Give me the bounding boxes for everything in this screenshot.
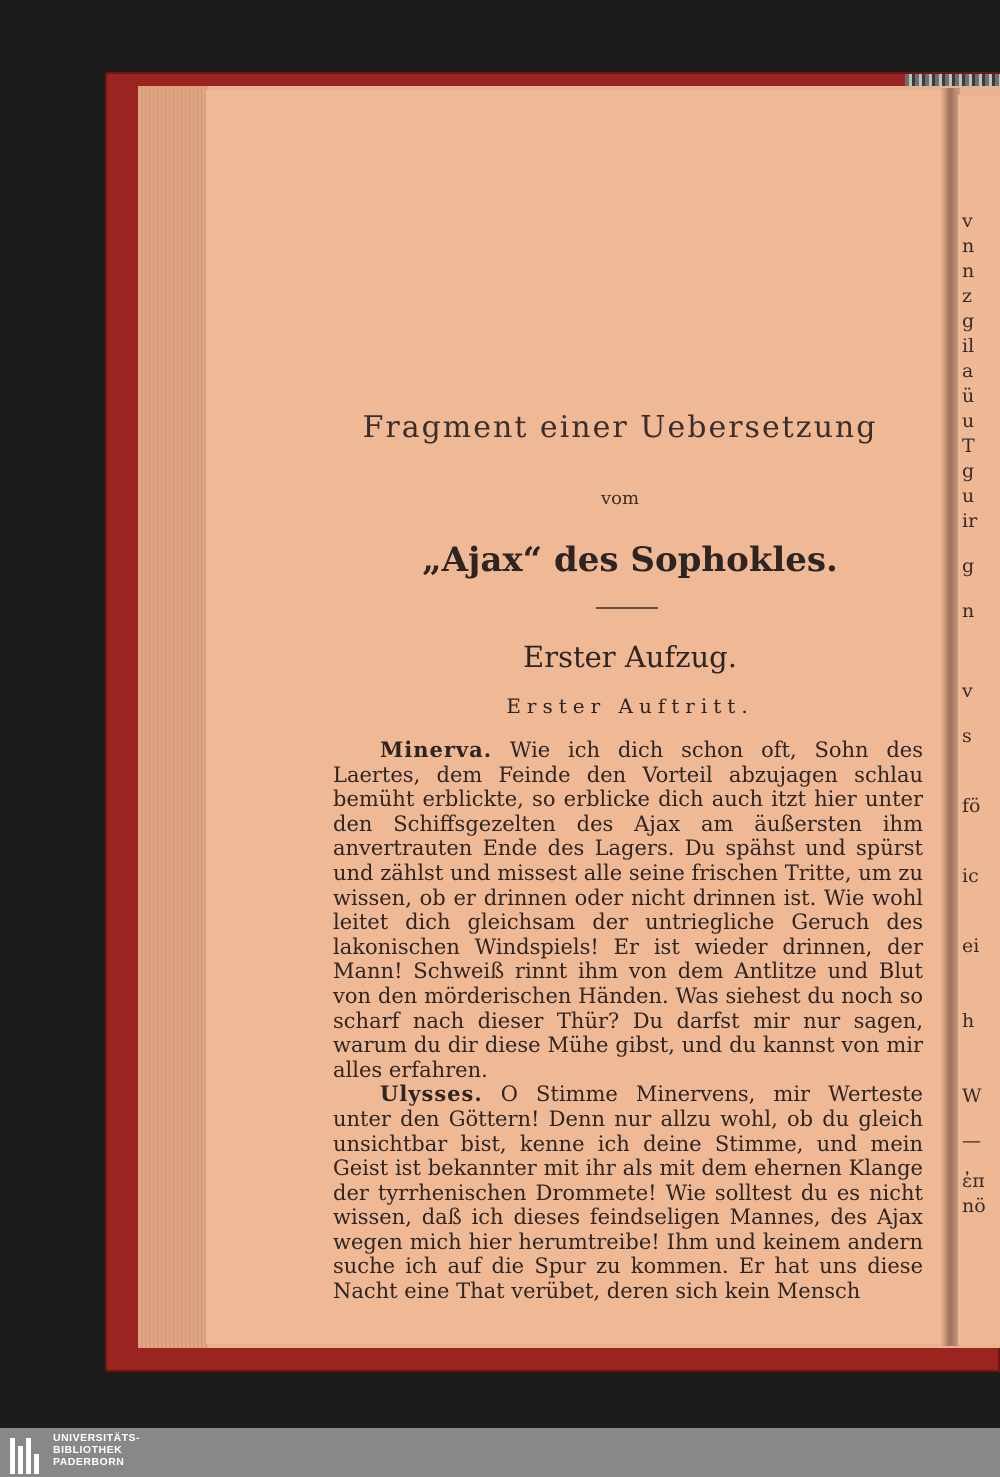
page-fore-edge [138, 86, 208, 1348]
library-name-line: PADERBORN [53, 1456, 125, 1468]
facing-page-fragment: v [962, 210, 973, 232]
paragraph-text: Wie ich dich schon oft, Sohn des Laertes, dem Feinde den Vorteil abzujagen schlau bemüht erblickte, so erblicke dich auch itzt hier unter den Schiffsgezelten des Ajax am äußersten ihm anvertrauten Ende des Lagers. Du spähst und spürst und zählst und missest alle seine frischen Tritte, um zu wissen, ob er drinnen oder nicht drinnen ist. Wie wohl leitet dich gleichsam der untriegliche Geruch des lakonischen Windspiels! Er ist wieder drinnen, der Mann! Schweiß rinnt ihm von dem Antlitze und Blut von den mörderischen Händen. Was siehest du noch so scharf nach dieser Thür? Du darfst mir nur sagen, warum du dir diese Mühe gibst, und du kannst von mir alles erfahren. [333, 738, 923, 1082]
facing-page-fragment: a [962, 360, 974, 382]
facing-page-fragment: g [962, 460, 975, 482]
page-title: Fragment einer Uebersetzung [362, 410, 878, 445]
facing-page-fragment: u [962, 410, 975, 432]
facing-page-fragment: il [962, 335, 975, 357]
speaker-name: Ulysses. [380, 1081, 483, 1107]
facing-page-fragment: g [962, 555, 975, 577]
facing-page [958, 95, 1000, 1345]
facing-page-fragment: n [962, 235, 975, 257]
facing-page-fragment: h [962, 1010, 975, 1032]
library-footer [0, 1428, 1000, 1477]
library-logo-icon [8, 1434, 48, 1474]
facing-page-fragment: g [962, 310, 975, 332]
facing-page-fragment: v [962, 680, 973, 702]
facing-page-fragment: ei [962, 935, 980, 957]
facing-page-fragment: n [962, 600, 975, 622]
facing-page-fragment: s [962, 725, 972, 747]
facing-page-fragment: ir [962, 510, 978, 532]
facing-page-fragment: W [962, 1085, 982, 1107]
facing-page-fragment: ic [962, 865, 979, 887]
facing-page-fragment: T [962, 435, 975, 457]
act-heading: Erster Aufzug. [523, 640, 737, 674]
work-title: „Ajax“ des Sophokles. [422, 540, 838, 580]
title-connector: vom [600, 488, 640, 509]
library-name-line: UNIVERSITÄTS- [53, 1432, 141, 1444]
facing-page-fragment: nö [962, 1195, 986, 1217]
paragraph-ulysses [333, 1082, 923, 1303]
paragraph-minerva [333, 738, 923, 1082]
book-gutter [940, 88, 960, 1346]
facing-page-fragment: ἐπ [962, 1170, 985, 1192]
facing-page-fragment: fö [962, 795, 981, 817]
title-rule [596, 607, 658, 609]
facing-page-fragment: u [962, 485, 975, 507]
body-text [333, 738, 923, 1304]
facing-page-fragment: z [962, 285, 973, 307]
library-name [53, 1432, 140, 1468]
facing-page-fragment: ü [962, 385, 975, 407]
facing-page-fragment: n [962, 260, 975, 282]
facing-page-fragment: — [962, 1130, 981, 1152]
scene-heading: Erster Auftritt. [506, 694, 754, 718]
speaker-name: Minerva. [380, 737, 493, 762]
paragraph-text: O Stimme Minervens, mir Werteste unter den Göttern! Denn nur allzu wohl, ob du gleich unsichtbar bist, kenne ich deine Stimme, und mein Geist ist bekannter mit ihr als mit dem ehernen Klange der tyrrhenischen Drommete! Wie solltest du es nicht wissen, daß ich dieses feindseligen Mannes, des Ajax wegen mich hier herumtreibe! Ihm und keinem andern suche ich auf die Spur zu kommen. Er hat uns diese Nacht eine That verübet, deren sich kein Mensch [333, 1082, 923, 1304]
library-name-line: BIBLIOTHEK [53, 1444, 123, 1456]
